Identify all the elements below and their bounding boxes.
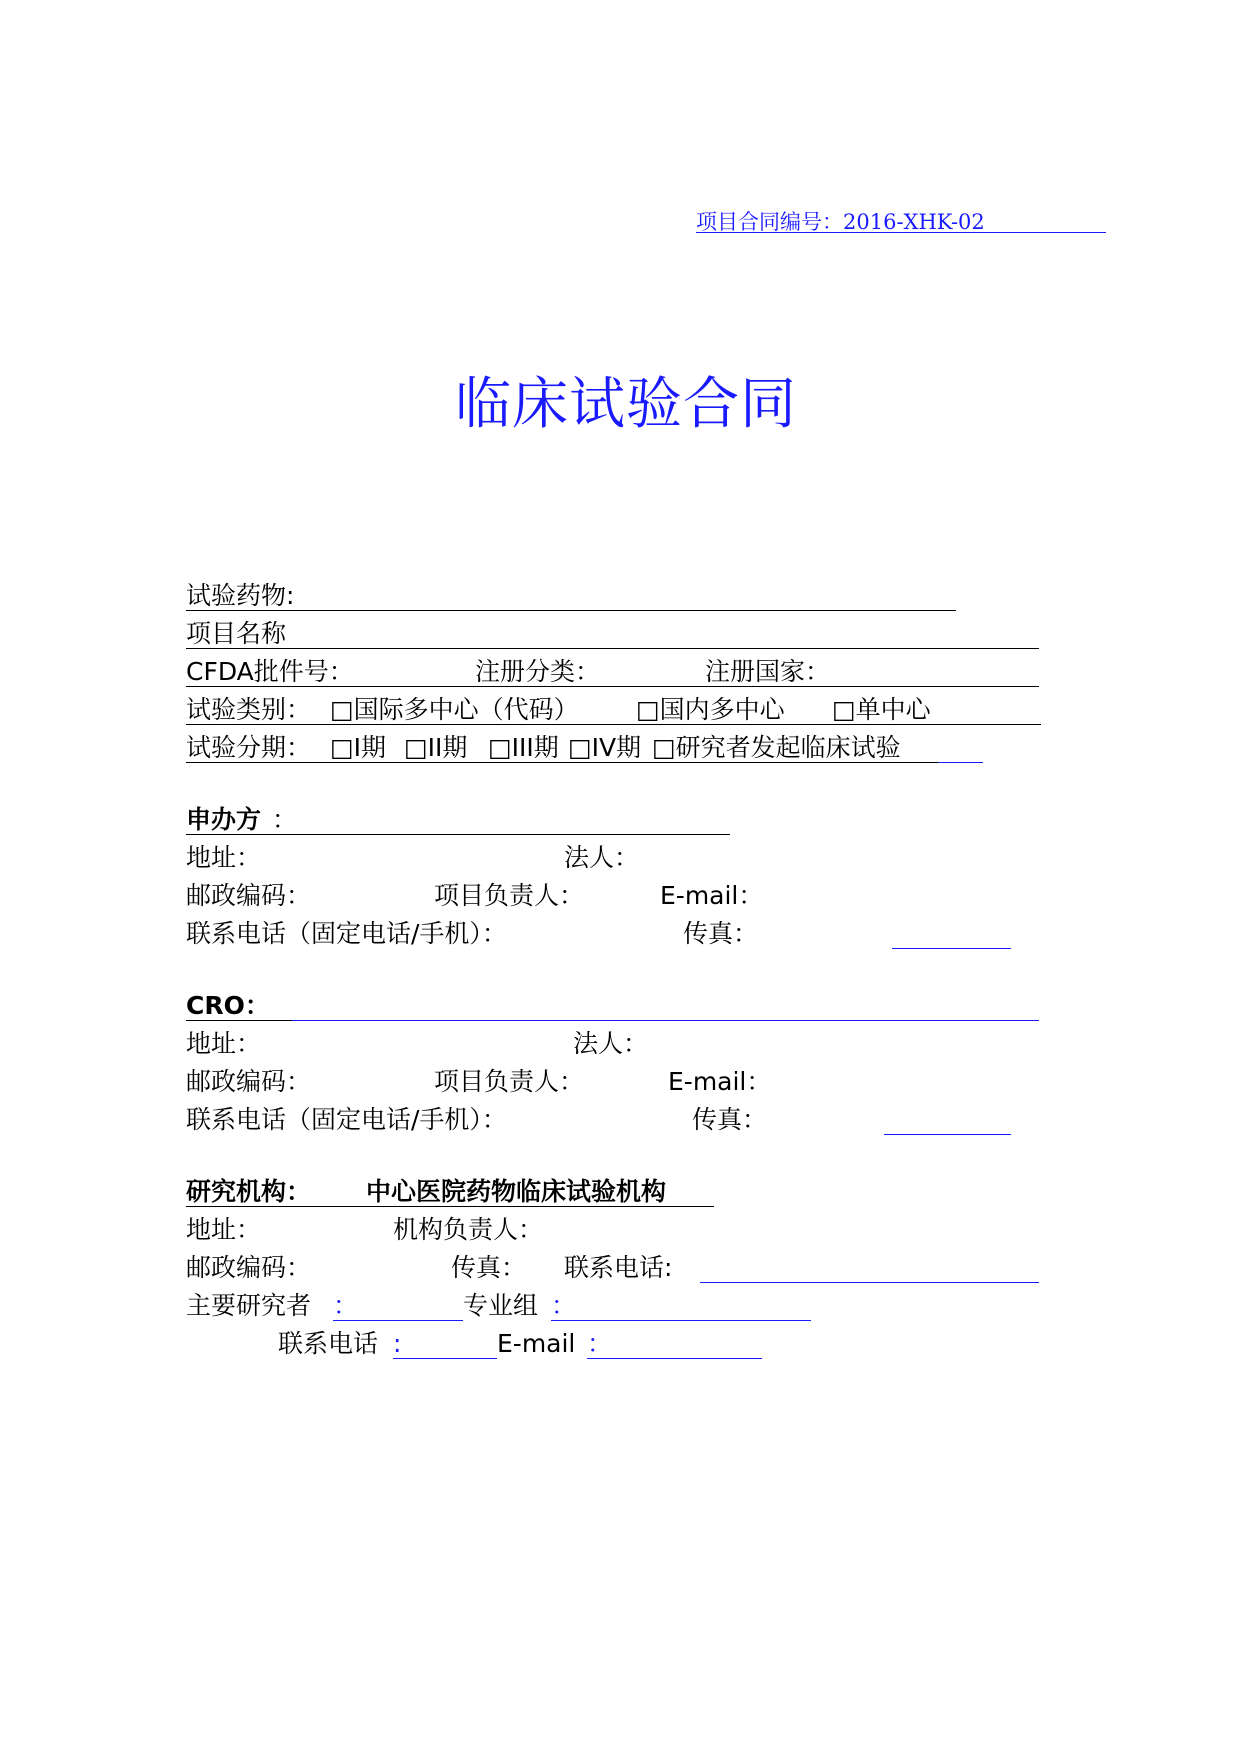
cro-phone-label: 联系电话（固定电话/手机）： <box>186 1105 507 1134</box>
pi-email-label: E-mail <box>497 1329 576 1358</box>
cro-line-head <box>186 1020 292 1021</box>
institution-heading-line <box>186 1206 714 1207</box>
drug-field-line[interactable] <box>186 610 956 611</box>
drug-label: 试验药物: <box>186 581 295 610</box>
type-option-single[interactable]: □单中心 <box>832 695 931 724</box>
sponsor-address-label: 地址： <box>186 843 262 872</box>
contract-number-underline <box>696 232 1106 233</box>
cro-field-line[interactable] <box>292 1020 1039 1021</box>
type-option-international[interactable]: □国际多中心（代码） <box>330 695 579 724</box>
project-name-label: 项目名称 <box>186 619 287 648</box>
pi-phone-label: 联系电话 <box>278 1329 379 1358</box>
pi-colon: ： <box>333 1291 359 1320</box>
phase-option-investigator[interactable]: □研究者发起临床试验 <box>652 733 901 762</box>
pi-phone-colon: : <box>393 1329 402 1358</box>
contract-number: 项目合同编号：2016-XHK-02 <box>696 210 985 234</box>
institution-phone-label: 联系电话: <box>564 1253 673 1282</box>
pi-phone-field-line[interactable] <box>393 1358 497 1359</box>
registration-country-label: 注册国家： <box>705 657 831 686</box>
phase-option-3[interactable]: □III期 <box>488 733 559 762</box>
cro-address-label: 地址： <box>186 1029 262 1058</box>
cro-postcode-label: 邮政编码： <box>186 1067 312 1096</box>
specialty-field-line[interactable] <box>551 1320 811 1321</box>
institution-postcode-label: 邮政编码： <box>186 1253 312 1282</box>
type-option-domestic[interactable]: □国内多中心 <box>636 695 785 724</box>
trial-phase-line-tail <box>938 762 983 763</box>
pi-label: 主要研究者 <box>186 1291 312 1320</box>
trial-type-label: 试验类别： <box>186 695 312 724</box>
phase-option-2[interactable]: □II期 <box>404 733 468 762</box>
pi-email-field-line[interactable] <box>587 1358 762 1359</box>
trial-type-line <box>186 724 1041 725</box>
specialty-label: 专业组 <box>463 1291 539 1320</box>
sponsor-heading: 申办方 <box>186 805 262 834</box>
sponsor-legal-label: 法人： <box>564 843 640 872</box>
cro-fax-label: 传真： <box>692 1105 768 1134</box>
phase-option-1[interactable]: □I期 <box>330 733 386 762</box>
institution-heading: 研究机构： <box>186 1177 312 1206</box>
sponsor-postcode-label: 邮政编码： <box>186 881 312 910</box>
pi-email-colon: ： <box>587 1329 613 1358</box>
institution-name: 中心医院药物临床试验机构 <box>366 1177 667 1206</box>
sponsor-colon: ： <box>272 805 298 834</box>
project-name-field-line[interactable] <box>186 648 1039 649</box>
sponsor-field-line[interactable] <box>186 834 730 835</box>
institution-phone-line[interactable] <box>700 1282 1039 1283</box>
cfda-label: CFDA批件号： <box>186 657 354 686</box>
cro-fax-line[interactable] <box>884 1134 1011 1135</box>
cro-legal-label: 法人： <box>573 1029 649 1058</box>
trial-phase-label: 试验分期： <box>186 733 312 762</box>
phase-option-4[interactable]: □IV期 <box>568 733 642 762</box>
sponsor-phone-label: 联系电话（固定电话/手机）： <box>186 919 507 948</box>
sponsor-email-label: E-mail： <box>660 881 764 910</box>
trial-phase-line <box>186 762 938 763</box>
registration-class-label: 注册分类： <box>475 657 601 686</box>
sponsor-manager-label: 项目负责人： <box>434 881 585 910</box>
specialty-colon: ： <box>551 1291 577 1320</box>
sponsor-fax-line[interactable] <box>892 948 1011 949</box>
institution-head-label: 机构负责人： <box>393 1215 544 1244</box>
pi-field-line[interactable] <box>333 1320 463 1321</box>
document-title: 临床试验合同 <box>455 372 797 437</box>
sponsor-fax-label: 传真： <box>683 919 759 948</box>
institution-fax-label: 传真： <box>451 1253 527 1282</box>
cfda-row-line[interactable] <box>186 686 1039 687</box>
cro-manager-label: 项目负责人： <box>434 1067 585 1096</box>
cro-email-label: E-mail： <box>668 1067 772 1096</box>
cro-heading: CRO： <box>186 991 270 1020</box>
institution-address-label: 地址： <box>186 1215 262 1244</box>
